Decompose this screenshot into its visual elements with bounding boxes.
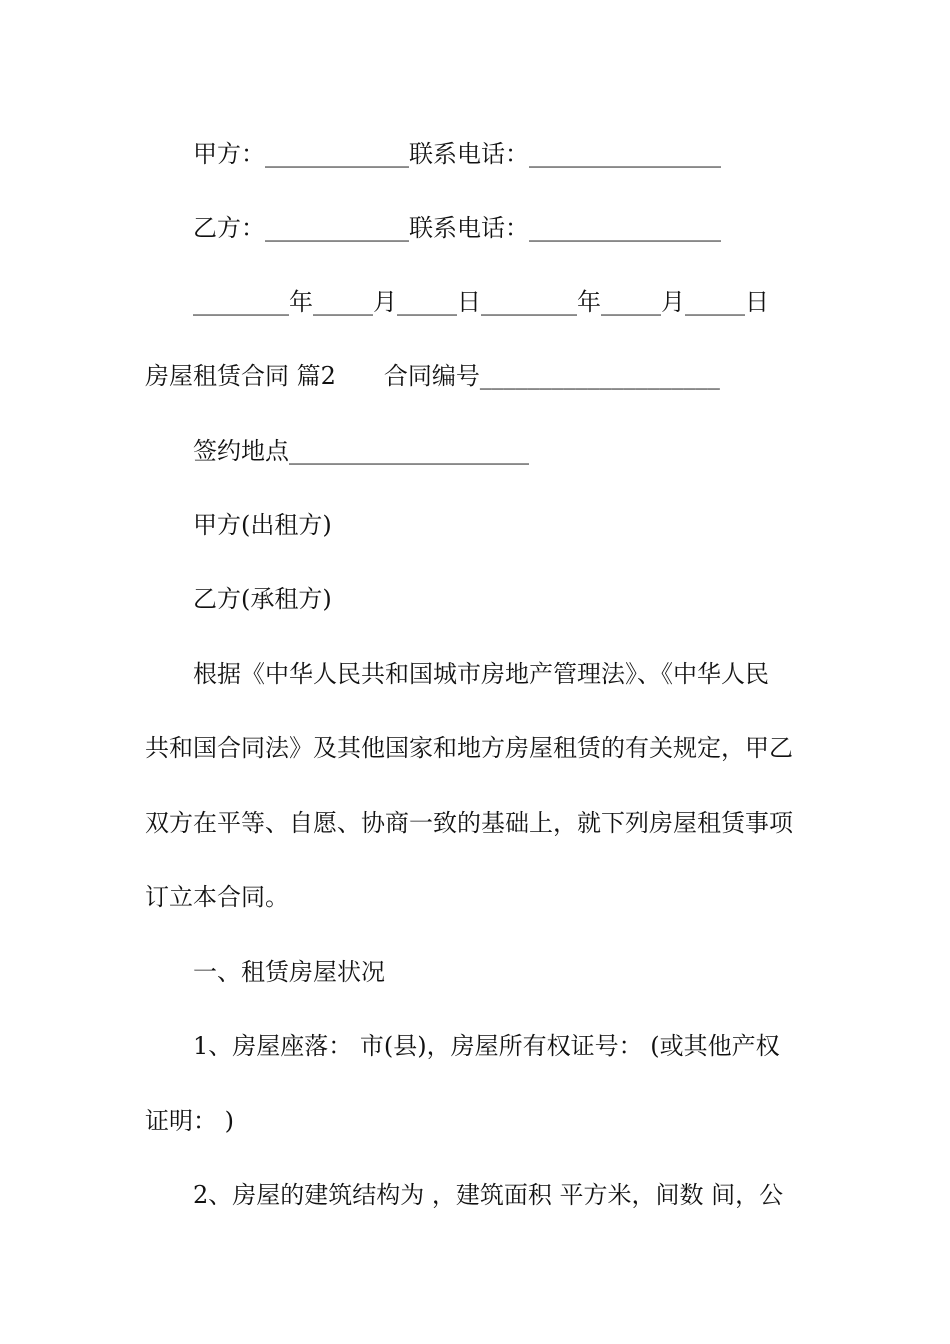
clause-1-line-2: 证明： )	[145, 1107, 234, 1135]
section-heading: 一、租赁房屋状况	[193, 958, 385, 986]
party-a-phone-line: 甲方：____________联系电话：________________	[193, 140, 721, 168]
signing-place-line: 签约地点____________________	[193, 437, 529, 465]
preamble-line-2: 共和国合同法》及其他国家和地方房屋租赁的有关规定，甲乙	[145, 734, 793, 762]
preamble-line-1: 根据《中华人民共和国城市房地产管理法》、《中华人民	[193, 660, 769, 688]
preamble-line-3: 双方在平等、自愿、协商一致的基础上，就下列房屋租赁事项	[145, 809, 793, 837]
clause-2-line-1: 2、房屋的建筑结构为 ，建筑面积 平方米，间数 间，公	[193, 1181, 784, 1209]
lessor-line: 甲方(出租方)	[193, 511, 332, 539]
preamble-line-4: 订立本合同。	[145, 883, 289, 911]
clause-1-line-1: 1、房屋座落： 市(县)，房屋所有权证号： (或其他产权	[193, 1032, 780, 1060]
contract-title-number-line: 房屋租赁合同 篇2 合同编号____________________	[145, 362, 720, 390]
lessee-line: 乙方(承租方)	[193, 585, 332, 613]
date-line: ________年_____月_____日________年_____月_____日	[193, 288, 769, 316]
party-b-phone-line: 乙方：____________联系电话：________________	[193, 214, 721, 242]
